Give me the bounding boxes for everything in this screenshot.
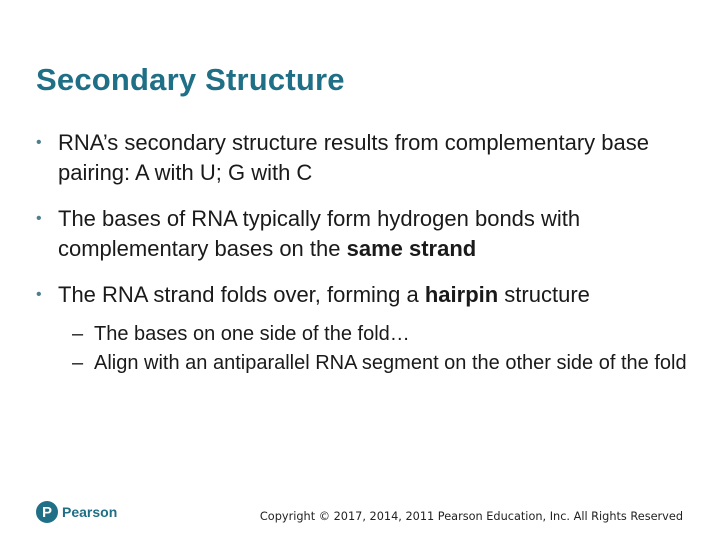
sub-bullet-marker: – (72, 323, 84, 345)
sub-bullet-2 (36, 349, 696, 378)
bullet-marker: • (36, 210, 42, 227)
bullet-3 (36, 280, 696, 310)
bullet-3-text: The RNA strand folds over, forming a (58, 282, 425, 307)
copyright-notice: Copyright © 2017, 2014, 2011 Pearson Education, Inc. All Rights Reserved (259, 510, 683, 523)
pearson-logo (36, 501, 117, 523)
sub-bullet-1-text: The bases on one side of the fold… (94, 323, 410, 345)
pearson-logo-text: Pearson (62, 504, 118, 520)
bullet-1 (36, 128, 696, 188)
sub-bullet-marker: – (72, 352, 84, 374)
bullet-1-text: RNA’s secondary structure results from complementary base pairing: A with U; G with C (58, 130, 649, 185)
bullet-3-bold: hairpin (424, 282, 499, 307)
bullet-2 (36, 204, 696, 264)
sub-bullet-2-text: Align with an antiparallel RNA segment on the other side of the fold (94, 352, 687, 374)
bullet-list (36, 128, 696, 378)
sub-bullet-1 (36, 320, 696, 349)
bullet-marker: • (36, 134, 42, 151)
slide-title: Secondary Structure (36, 62, 345, 97)
bullet-3-text-after: structure (498, 282, 590, 307)
bullet-2-bold: same strand (346, 236, 477, 261)
pearson-logo-icon: P (36, 501, 58, 523)
bullet-2-text: The bases of RNA typically form hydrogen bonds with complementary bases on the (58, 206, 581, 261)
bullet-marker: • (36, 286, 42, 303)
sub-bullet-list (36, 320, 696, 378)
